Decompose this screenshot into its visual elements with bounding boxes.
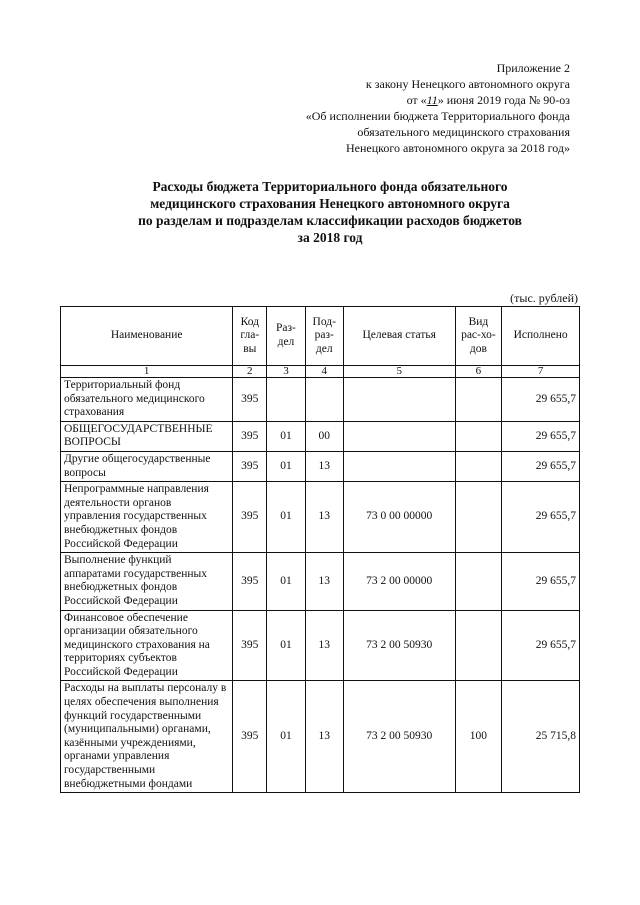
- row-section: 01: [267, 451, 305, 481]
- row-target: 73 2 00 50930: [343, 610, 455, 681]
- annex-header: [210, 60, 570, 156]
- table-row: [61, 553, 580, 610]
- row-executed: 29 655,7: [502, 378, 580, 422]
- header-chapter: Код гла-вы: [233, 307, 267, 366]
- row-chapter: 395: [233, 482, 267, 553]
- document-title: [90, 178, 570, 246]
- header-subsection: Под-раз-дел: [305, 307, 343, 366]
- row-subsection: 13: [305, 610, 343, 681]
- column-number: 6: [455, 366, 502, 378]
- header-executed: Исполнено: [502, 307, 580, 366]
- row-subsection: 13: [305, 681, 343, 793]
- title-line1: Расходы бюджета Территориального фонда обязательного: [152, 179, 508, 194]
- column-number: 4: [305, 366, 343, 378]
- row-expense-type: [455, 421, 502, 451]
- header-name: Наименование: [61, 307, 233, 366]
- row-expense-type: [455, 553, 502, 610]
- row-target: 73 2 00 00000: [343, 553, 455, 610]
- row-executed: 29 655,7: [502, 451, 580, 481]
- table-row: [61, 681, 580, 793]
- row-subsection: [305, 378, 343, 422]
- row-name: Финансовое обеспечение организации обязательного медицинского страхования на территориях субъектов Российской Федерации: [61, 610, 233, 681]
- row-chapter: 395: [233, 553, 267, 610]
- units-label: (тыс. рублей): [510, 291, 578, 305]
- row-executed: 29 655,7: [502, 610, 580, 681]
- row-expense-type: [455, 610, 502, 681]
- row-name: Непрограммные направления деятельности органов управления государственных внебюджетных фондов Российской Федерации: [61, 482, 233, 553]
- row-target: [343, 378, 455, 422]
- annex-title: Приложение 2: [496, 61, 570, 75]
- annex-subject-line3: Ненецкого автономного округа за 2018 год»: [346, 141, 570, 155]
- row-expense-type: 100: [455, 681, 502, 793]
- row-section: 01: [267, 421, 305, 451]
- annex-date-suffix: » июня 2019 года № 90-оз: [437, 93, 570, 107]
- row-target: 73 2 00 50930: [343, 681, 455, 793]
- row-subsection: 13: [305, 553, 343, 610]
- row-name: Расходы на выплаты персоналу в целях обеспечения выполнения функций государственными (муниципальными) органами, казёнными учреждениями, органами управления государственными внебюджетными фондами: [61, 681, 233, 793]
- table-row: [61, 378, 580, 422]
- header-section: Раз-дел: [267, 307, 305, 366]
- row-subsection: 13: [305, 451, 343, 481]
- row-executed: 29 655,7: [502, 553, 580, 610]
- column-number: 5: [343, 366, 455, 378]
- row-target: [343, 451, 455, 481]
- table-row: [61, 610, 580, 681]
- row-name: Выполнение функций аппаратами государственных внебюджетных фондов Российской Федерации: [61, 553, 233, 610]
- row-executed: 29 655,7: [502, 482, 580, 553]
- column-number: 7: [502, 366, 580, 378]
- title-line3: по разделам и подразделам классификации расходов бюджетов: [138, 213, 522, 228]
- table-row: [61, 482, 580, 553]
- annex-date: [210, 92, 570, 108]
- row-subsection: 00: [305, 421, 343, 451]
- row-expense-type: [455, 378, 502, 422]
- row-section: 01: [267, 482, 305, 553]
- column-number: 2: [233, 366, 267, 378]
- annex-law-ref: к закону Ненецкого автономного округа: [365, 77, 570, 91]
- header-expense-type: Вид рас-хо-дов: [455, 307, 502, 366]
- annex-date-day: 11: [426, 93, 438, 107]
- row-chapter: 395: [233, 421, 267, 451]
- row-expense-type: [455, 451, 502, 481]
- row-name: ОБЩЕГОСУДАРСТВЕННЫЕ ВОПРОСЫ: [61, 421, 233, 451]
- expenses-table: [60, 306, 580, 793]
- annex-subject-line2: обязательного медицинского страхования: [357, 125, 570, 139]
- table-row: [61, 421, 580, 451]
- annex-date-prefix: от «: [406, 93, 427, 107]
- column-number: 3: [267, 366, 305, 378]
- header-target: Целевая статья: [343, 307, 455, 366]
- row-section: [267, 378, 305, 422]
- annex-subject-line1: «Об исполнении бюджета Территориального фонда: [305, 109, 570, 123]
- row-subsection: 13: [305, 482, 343, 553]
- row-chapter: 395: [233, 378, 267, 422]
- table-header-row: [61, 307, 580, 366]
- row-section: 01: [267, 681, 305, 793]
- title-line2: медицинского страхования Ненецкого автономного округа: [150, 196, 510, 211]
- row-chapter: 395: [233, 451, 267, 481]
- column-number: 1: [61, 366, 233, 378]
- row-chapter: 395: [233, 610, 267, 681]
- table-row: [61, 451, 580, 481]
- row-chapter: 395: [233, 681, 267, 793]
- row-target: 73 0 00 00000: [343, 482, 455, 553]
- row-name: Территориальный фонд обязательного медицинского страхования: [61, 378, 233, 422]
- row-name: Другие общегосударственные вопросы: [61, 451, 233, 481]
- row-section: 01: [267, 553, 305, 610]
- title-line4: за 2018 год: [297, 230, 363, 245]
- row-expense-type: [455, 482, 502, 553]
- row-executed: 25 715,8: [502, 681, 580, 793]
- row-target: [343, 421, 455, 451]
- row-section: 01: [267, 610, 305, 681]
- column-number-row: [61, 366, 580, 378]
- row-executed: 29 655,7: [502, 421, 580, 451]
